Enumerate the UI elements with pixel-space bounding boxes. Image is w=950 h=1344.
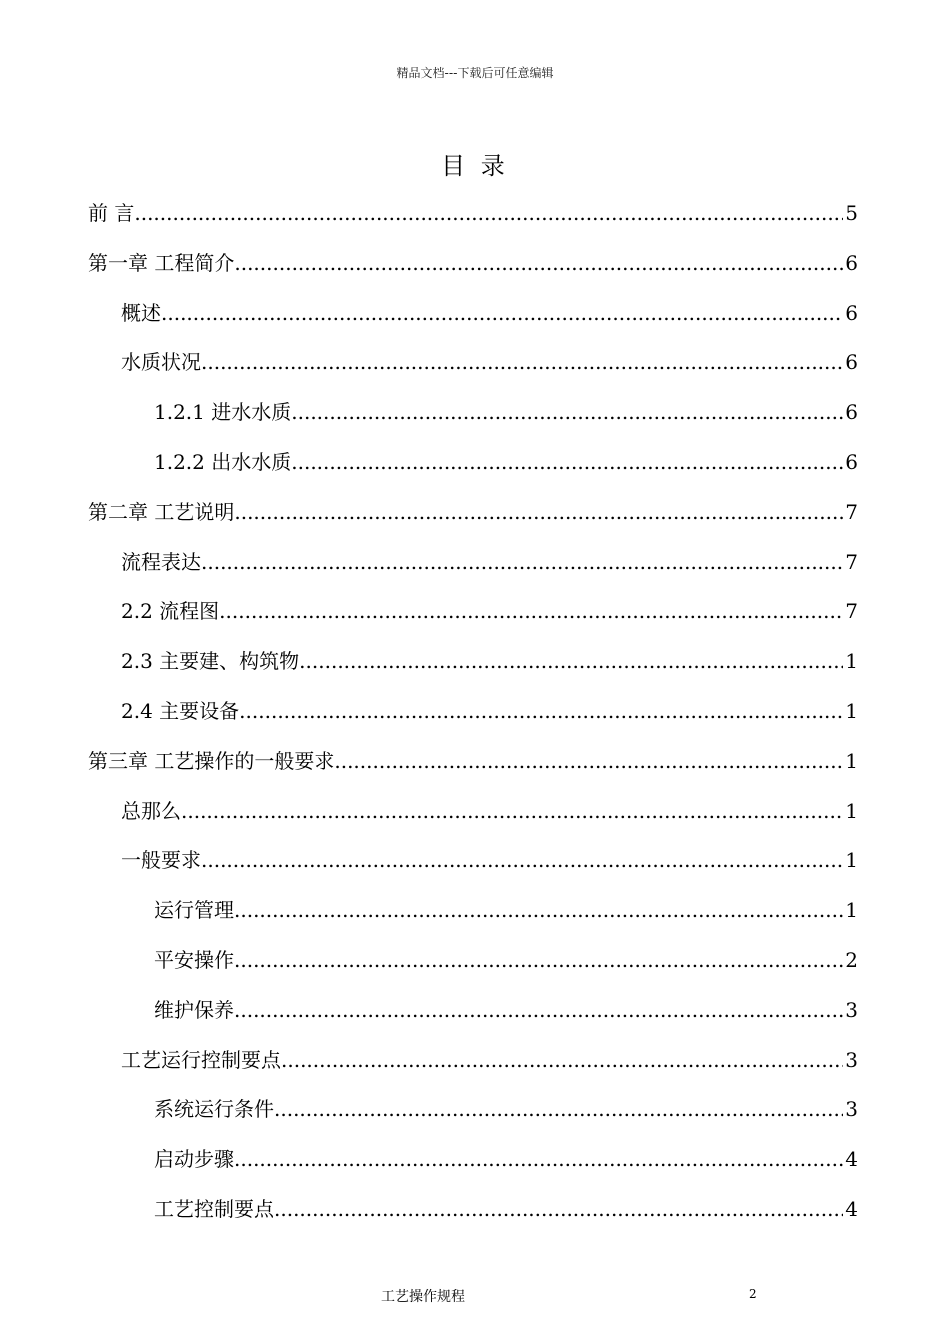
toc-entry-page: 1	[845, 748, 858, 773]
toc-dot-leader	[201, 343, 843, 381]
toc-entry-page: 6	[845, 250, 858, 275]
toc-entry-title: 一般要求	[121, 848, 201, 873]
toc-dot-leader	[234, 244, 843, 282]
toc-dot-leader	[239, 692, 843, 730]
toc-entry-title: 1.2.1 进水水质	[154, 400, 292, 425]
toc-dot-leader	[201, 841, 843, 879]
toc-entry-page: 2	[845, 947, 858, 972]
toc-entry[interactable]	[88, 343, 858, 393]
page-header: 精品文档---下载后可任意编辑	[396, 66, 554, 80]
toc-entry-title: 水质状况	[121, 350, 201, 375]
toc-entry-title: 平安操作	[154, 947, 234, 972]
page-footer-title: 工艺操作规程	[381, 1289, 465, 1305]
toc-entry[interactable]	[88, 792, 858, 842]
toc-entry-page: 4	[845, 1196, 858, 1221]
toc-entry-title: 1.2.2 出水水质	[154, 449, 292, 474]
toc-entry-title: 系统运行条件	[154, 1097, 274, 1122]
toc-entry-title: 2.3 主要建、构筑物	[121, 649, 300, 674]
toc-entry-page: 6	[845, 350, 858, 375]
toc-entry-page: 1	[845, 898, 858, 923]
toc-entry-title: 运行管理	[154, 898, 234, 923]
toc-dot-leader	[234, 891, 843, 929]
toc-dot-leader	[134, 194, 843, 232]
toc-entry[interactable]	[88, 443, 858, 493]
toc-entry-page: 3	[845, 1047, 858, 1072]
toc-entry[interactable]	[88, 891, 858, 941]
toc-dot-leader	[201, 543, 843, 581]
toc-entry[interactable]	[88, 194, 858, 244]
toc-entry-page: 7	[845, 549, 858, 574]
toc-entry[interactable]	[88, 941, 858, 991]
toc-entry-page: 1	[845, 649, 858, 674]
table-of-contents	[88, 194, 858, 1240]
toc-entry[interactable]	[88, 692, 858, 742]
toc-entry-page: 3	[845, 1097, 858, 1122]
toc-entry-title: 第一章 工程简介	[88, 250, 235, 275]
toc-entry-title: 流程表达	[121, 549, 201, 574]
toc-dot-leader	[161, 294, 843, 332]
toc-entry-page: 7	[845, 499, 858, 524]
toc-entry-title: 第二章 工艺说明	[88, 499, 235, 524]
toc-entry-title: 第三章 工艺操作的一般要求	[88, 748, 335, 773]
toc-entry[interactable]	[88, 642, 858, 692]
toc-dot-leader	[234, 991, 843, 1029]
toc-entry-title: 维护保养	[154, 997, 234, 1022]
toc-entry-page: 6	[845, 400, 858, 425]
toc-entry[interactable]	[88, 294, 858, 344]
toc-entry[interactable]	[88, 244, 858, 294]
toc-dot-leader	[281, 1041, 843, 1079]
toc-entry-title: 2.4 主要设备	[121, 698, 240, 723]
toc-entry[interactable]	[88, 841, 858, 891]
toc-entry-title: 总那么	[121, 798, 181, 823]
toc-dot-leader	[291, 393, 843, 431]
toc-entry-title: 概述	[121, 300, 161, 325]
toc-entry-title: 工艺运行控制要点	[121, 1047, 281, 1072]
toc-entry[interactable]	[88, 742, 858, 792]
toc-dot-leader	[234, 493, 843, 531]
toc-entry-title: 启动步骤	[154, 1147, 234, 1172]
toc-entry[interactable]	[88, 493, 858, 543]
toc-entry[interactable]	[88, 592, 858, 642]
toc-entry-page: 6	[845, 449, 858, 474]
toc-entry[interactable]	[88, 393, 858, 443]
toc-entry-page: 1	[845, 798, 858, 823]
toc-dot-leader	[274, 1190, 843, 1228]
toc-entry-page: 3	[845, 997, 858, 1022]
toc-dot-leader	[234, 1140, 843, 1178]
toc-entry-title: 前 言	[88, 201, 135, 225]
toc-entry[interactable]	[88, 991, 858, 1041]
toc-entry-page: 4	[845, 1147, 858, 1172]
toc-entry-title: 2.2 流程图	[121, 599, 220, 624]
toc-entry-page: 6	[845, 300, 858, 325]
toc-dot-leader	[334, 742, 843, 780]
toc-entry[interactable]	[88, 1041, 858, 1091]
toc-dot-leader	[274, 1090, 843, 1128]
toc-dot-leader	[299, 642, 843, 680]
toc-title: 目 录	[441, 152, 509, 180]
toc-entry-page: 5	[845, 201, 858, 225]
toc-dot-leader	[291, 443, 843, 481]
page-number: 2	[749, 1287, 757, 1301]
toc-entry-page: 1	[845, 848, 858, 873]
toc-entry-page: 7	[845, 599, 858, 624]
toc-entry[interactable]	[88, 1090, 858, 1140]
toc-entry[interactable]	[88, 543, 858, 593]
toc-entry-page: 1	[845, 698, 858, 723]
toc-entry-title: 工艺控制要点	[154, 1196, 274, 1221]
toc-entry[interactable]	[88, 1190, 858, 1240]
toc-dot-leader	[219, 592, 843, 630]
toc-dot-leader	[234, 941, 843, 979]
toc-entry[interactable]	[88, 1140, 858, 1190]
toc-dot-leader	[181, 792, 843, 830]
